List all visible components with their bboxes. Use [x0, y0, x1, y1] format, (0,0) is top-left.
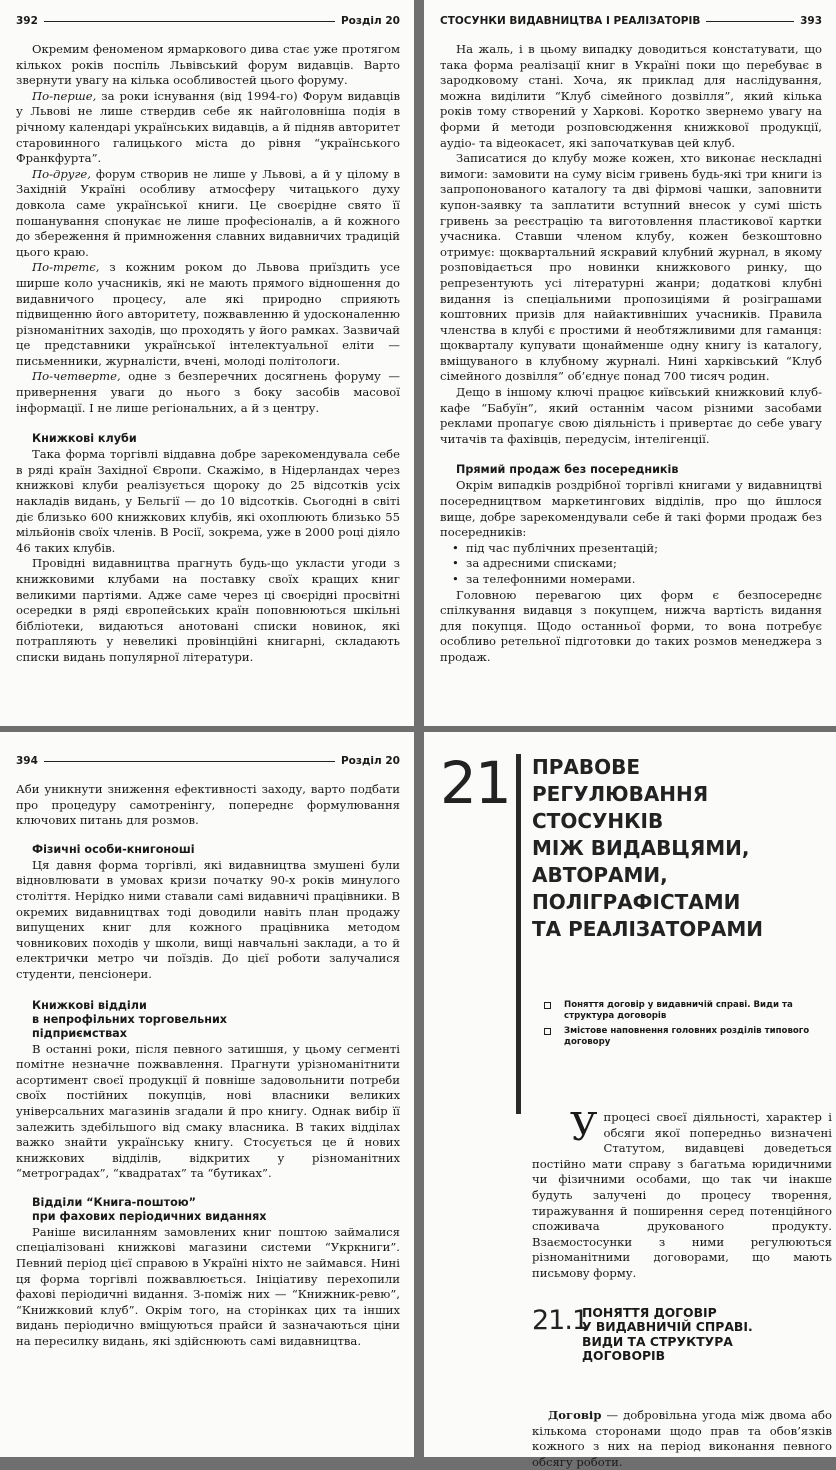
- contents-item-label: Поняття договір у видавничій справі. Види та структура договорів: [564, 1000, 793, 1022]
- section-number: 21.1: [532, 1305, 589, 1336]
- page-number: 394: [16, 755, 38, 767]
- italic-lead: По-четверте,: [32, 369, 121, 384]
- paragraph-text: з кожним роком до Львова приїздить усе ширше коло учасників, які не мають прямого відношення до видавничого процесу, але які природно сприяють підвищенню його авторитету, пожвавленню й удосконаленню різноманітних заходів, що проходять у його рамках. Зазвичай це представники української інтелектуальної еліти — письменники, журналісти, вчені, молоді політологи.: [16, 260, 401, 368]
- title-line: АВТОРАМИ,: [532, 863, 668, 887]
- chapter-number: 21: [440, 749, 510, 817]
- contents-item: [544, 1000, 814, 1023]
- italic-lead: По-друге,: [32, 166, 91, 181]
- paragraph: Аби уникнути зниження ефективності заходу, варто подбати про процедуру самотренінгу, попереднє формулювання ключових питань для розмов.: [16, 782, 400, 828]
- heading-line: при фахових періодичних виданнях: [32, 1209, 267, 1223]
- paragraph: В останні роки, після певного затишшя, у цьому сегменті помітне незначне пожвавлення. Прагнути урізноманітнити асортимент своєї продукції й повніше задовольнити потреби своїх постійних покупців, нові власники великих універсальних магазинів згадали й про книгу. Однак вибір її залежить здебільшого від смаку власника. В таких відділах важко знайти українську книгу. Стосується це й нових книжкових відділів, відкритих у різноманітних “метроградах”, “квадратах” та “бутиках”.: [16, 1041, 400, 1181]
- section-title-line: ДОГОВОРІВ: [582, 1348, 666, 1364]
- italic-lead: По-перше,: [32, 88, 97, 103]
- intro-paragraph: [532, 1105, 832, 1282]
- running-head-title: Розділ 20: [340, 15, 400, 27]
- paragraph: Ця давня форма торгівлі, які видавництва змушені були відновлювати в умовах кризи початку 90-х років минулого століття. Нерідко ними ставали самі видавничі працівники. В окремих видавництвах тоді доводили навіть план продажу випущених книг для кожного працівника методом човникових походів у школи, вищі навчальні заклади, а то й електрички метро чи поїздів. До цієї роботи залучалися студенти, пенсіонери.: [16, 857, 400, 981]
- list-item: • за адресними списками;: [466, 556, 822, 572]
- body-text: [440, 42, 822, 666]
- paragraph: Раніше висиланням замовлених книг поштою займалися спеціалізовані книжкові магазини системи “Укркниги”. Певний період цієї справою в Україні ніхто не займався. Нині ця форма торгівлі пожвавлюється. Ініціативу перехопили фахові періодичні видання. З-поміж них — “Книжник-ревю”, “Книжковий клуб”. Окрім того, на сторінках цих та інших видань періодично вміщуються прайси й зазначаються ціни на пересилку видань, які здійснюють самі видавництва.: [16, 1224, 400, 1349]
- paragraph: Окрім випадків роздрібної торгівлі книгами у видавництві посередництвом маркетингових відділів, про що йшлося вище, добре зарекомендували себе й такі форми продаж без посередників:: [440, 478, 822, 540]
- heading-line: Відділи “Книга-поштою”: [32, 1195, 196, 1209]
- running-head-title: СТОСУНКИ ВИДАВНИЦТВА І РЕАЛІЗАТОРІВ: [440, 15, 701, 27]
- chapter-vertical-rule: [516, 754, 521, 1114]
- section-heading: Книжкові клуби: [32, 432, 137, 446]
- page-392: [0, 0, 414, 726]
- section-title-line: ПОНЯТТЯ ДОГОВІР: [582, 1305, 717, 1320]
- page-number: 393: [800, 15, 822, 27]
- running-head-title: Розділ 20: [340, 755, 400, 767]
- section-title: [582, 1306, 802, 1364]
- body-text: [16, 42, 400, 666]
- contents-item: [544, 1026, 814, 1049]
- paragraph: Провідні видавництва прагнуть будь-що укласти угоди з книжковими клубами на поставку своїх кращих книг великими партіями. Адже саме через ці своєрідні просвітні осередки в ряді європейських країн поповнюються шкільні бібліотеки, видаються анотовані списки новинок, які потрапляють у невеликі провінційні книгарні, складають списки видань популярної літератури.: [16, 556, 400, 664]
- page-394: [0, 732, 414, 1457]
- page-number: 392: [16, 15, 38, 27]
- section-title-line: У ВИДАВНИЧІЙ СПРАВІ.: [582, 1319, 753, 1335]
- title-line: РЕГУЛЮВАННЯ: [532, 782, 709, 806]
- intro-text-block: [532, 1105, 832, 1282]
- heading-line: підприємствах: [32, 1026, 127, 1040]
- body-text: [16, 782, 400, 1350]
- paragraph: Дещо в іншому ключі працює київський книжковий клуб-кафе “Бабуїн”, який останнім часом різними засобами реклами пропагує свою діяльність і привертає до себе увагу читачів та фахівців, передусім, інтелігенції.: [440, 385, 822, 446]
- paragraph: [16, 167, 400, 261]
- page-chapter-21: [424, 732, 836, 1469]
- title-line: ПРАВОВЕ: [532, 755, 641, 779]
- list-item: • за телефонними номерами.: [466, 572, 822, 588]
- paragraph: Головною перевагою цих форм є безпосереднє спілкування видавця з покупцем, нижча вартість видання для покупця. Щодо останньої форми, то вона потребує особливо ретельної підготовки до таких розмов менеджера з продаж.: [440, 587, 822, 664]
- paragraph: Така форма торгівлі віддавна добре зарекомендувала себе в ряді країн Західної Європи. Скажімо, в Нідерландах через книжкові клуби реалізується щороку до 25 відсотків усіх накладів видань, у Бельгії — до 10 відсотків. Сьогодні в світі діє близько 600 книжкових клубів, які охоплюють близько 55 мільйонів своїх членів. В Росії, зокрема, уже в 2000 році діяло 46 таких клубів.: [16, 447, 400, 555]
- checkbox-square-icon: [544, 1028, 551, 1035]
- section-heading: Прямий продаж без посередників: [456, 463, 679, 477]
- running-header: [16, 14, 400, 28]
- paragraph: [16, 260, 400, 369]
- checkbox-square-icon: [544, 1002, 551, 1009]
- running-header: [440, 14, 822, 28]
- paragraph: [16, 89, 400, 167]
- running-header: [16, 754, 400, 768]
- definition-term: Договір: [548, 1408, 602, 1422]
- paragraph: [16, 369, 400, 416]
- header-rule: [44, 761, 335, 762]
- paragraph: На жаль, і в цьому випадку доводиться констатувати, що така форма реалізації книг в Україні поки що перебуває в зародковому стані. Хоча, як приклад для наслідування, можна виділити “Клуб сімейного дозвілля”, який кілька років тому створений у Харкові. Коротко звернемо увагу на форми й методи розповсюдження книжкової продукції, аудіо- та відеокасет, які започаткував цей клуб.: [440, 42, 822, 150]
- title-line: МІЖ ВИДАВЦЯМИ,: [532, 836, 750, 860]
- contents-item-label: Змістове наповнення головних розділів типового договору: [564, 1025, 810, 1048]
- paragraph-text: форум створив не лише у Львові, а й у цілому в Західній Україні особливу атмосферу читацького духу довкола саме української книги. Це своєрідне свято її пошанування спонукає не лише професіоналів, а й кожного до збереження й примноження славних видавничих традицій цього краю.: [16, 166, 400, 259]
- intro-text: процесі своєї діяльності, характер і обсяги якої попередньо визначені Статутом, видавцеві доведеться постійно мати справу з багатьма юридичними чи фізичними особами, що так чи інакше будуть залучені до процесу творення, тиражування й поширення серед потенційного споживача друкованого продукту. Взаємостосунки з ними регулюються різноманітними договорами, що мають письмову форму.: [532, 1110, 832, 1280]
- header-rule: [44, 21, 335, 22]
- bullet-list: [440, 541, 822, 588]
- italic-lead: По-третє,: [32, 260, 100, 275]
- header-rule: [706, 21, 794, 22]
- section-heading: [32, 1196, 400, 1224]
- paragraph: Записатися до клубу може кожен, хто виконає нескладні вимоги: замовити на суму вісім гривень будь-які три книги із запропонованого каталогу та дві фірмові чашки, заповнити купон-заявку та заплатити вступний внесок у сумі шість гривень за реєстрацію та виготовлення пластикової картки учасника. Ставши членом клубу, кожен безкоштовно отримує: щоквартальний яскравий клубний журнал, в якому розповідається про новинки книжкового ринку, що репрезентують усі літературні жанри; додаткові клубні видання із спеціальними пропозиціями й розіграшами коштовних призів для найактивніших учасників. Правила членства в клубі є простими й необтяжливими для гаманця: щокварталу купувати щонайменше одну книгу із каталогу, вміщуваного в клубному журналі. Нині харківський “Клуб сімейного дозвілля” об’єднує понад 700 тисяч родин.: [440, 151, 822, 384]
- definition-text: [532, 1408, 832, 1470]
- section-heading: [32, 999, 400, 1041]
- paragraph: Окремим феноменом ярмаркового дива стає уже протягом кількох років поспіль Львівський форум видавців. Варто звернути увагу на кілька особливостей цього форуму.: [16, 42, 400, 88]
- chapter-contents: [544, 1000, 814, 1052]
- chapter-title: [532, 754, 832, 943]
- drop-cap: У: [570, 1105, 598, 1149]
- title-line: СТОСУНКІВ: [532, 809, 664, 833]
- definition-body: — добровільна угода між двома або кількома сторонами щодо прав та обов’язків кожного з них на період виконання певного обсягу роботи.: [532, 1408, 832, 1469]
- paragraph-text: за роки існування (від 1994-го) Форум видавців у Львові не лише ствердив себе як найголовніша подія в річному календарі українських видавців, а й підняв авторитет старовинного галицького міста до рівня “українського Франкфурта”.: [16, 88, 401, 166]
- heading-line: в непрофільних торговельних: [32, 1012, 228, 1026]
- heading-line: Книжкові відділи: [32, 998, 147, 1012]
- paragraph-text: одне з безперечних досягнень форуму — привернення уваги до нього з боку засобів масової інформації. І не лише регіональних, а й з центру.: [16, 369, 400, 415]
- section-title-line: ВИДИ ТА СТРУКТУРА: [582, 1333, 733, 1349]
- definition-paragraph: [532, 1408, 832, 1470]
- page-393: [424, 0, 836, 726]
- list-item: • під час публічних презентацій;: [466, 541, 822, 557]
- title-line: ПОЛІГРАФІСТАМИ: [532, 890, 741, 914]
- section-heading: Фізичні особи-книгоноші: [32, 842, 195, 856]
- title-line: ТА РЕАЛІЗАТОРАМИ: [532, 917, 764, 941]
